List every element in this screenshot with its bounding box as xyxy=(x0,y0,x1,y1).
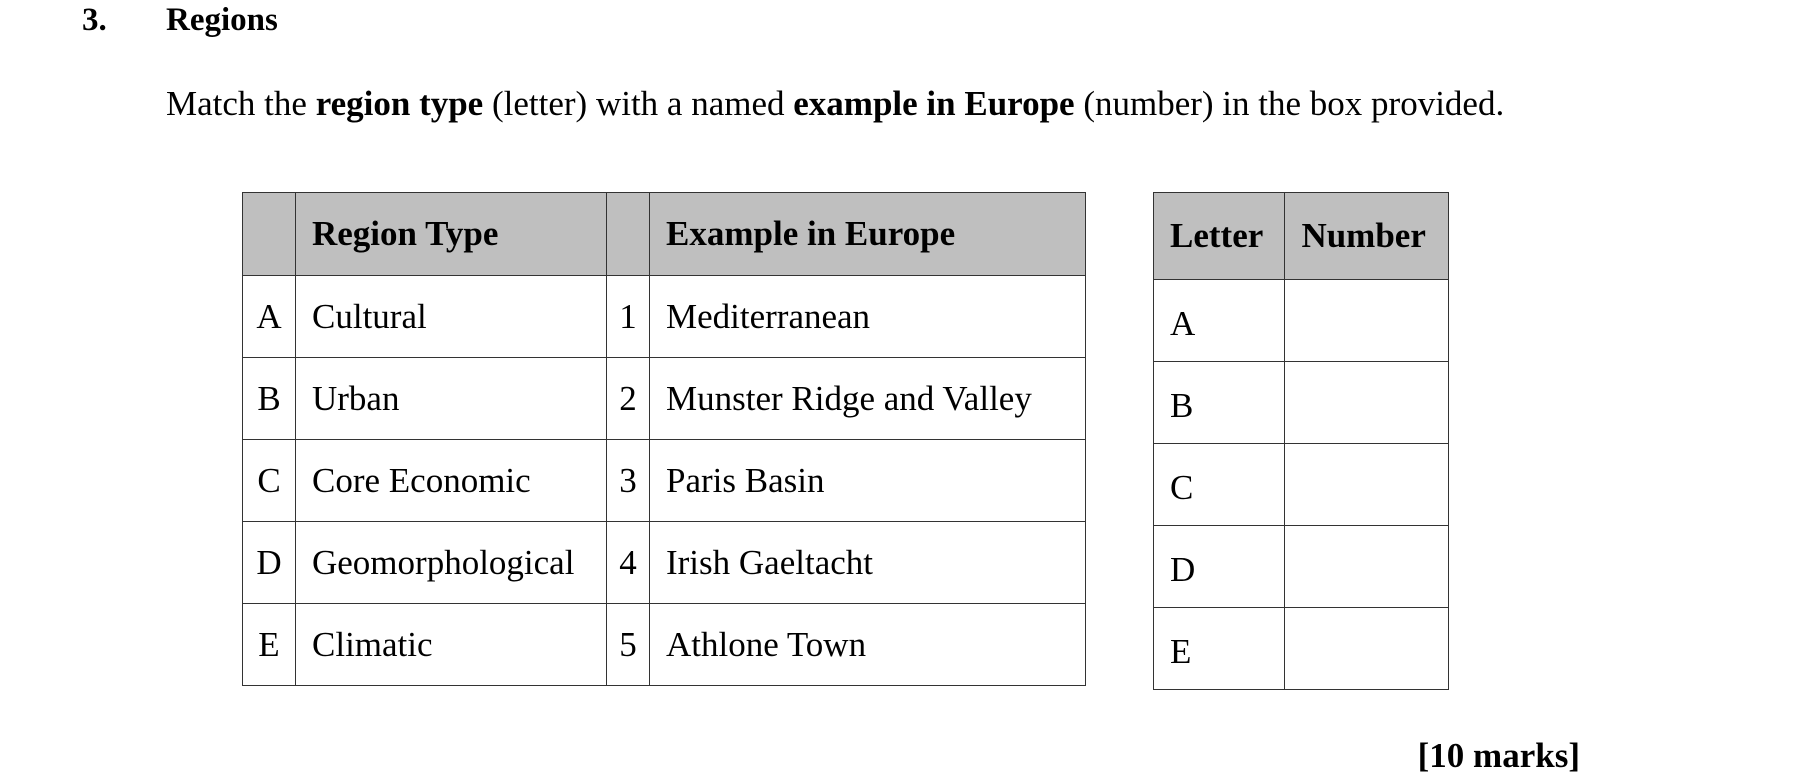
row-number: 2 xyxy=(607,358,650,440)
answer-row xyxy=(1154,608,1449,690)
row-letter: A xyxy=(243,276,296,358)
answer-table-header-row xyxy=(1154,193,1449,280)
row-letter: E xyxy=(243,604,296,686)
instruction-bold-example: example in Europe xyxy=(793,84,1075,123)
header-region-type: Region Type xyxy=(296,193,607,276)
answer-row xyxy=(1154,280,1449,362)
answer-letter: E xyxy=(1154,608,1285,690)
row-region-type: Urban xyxy=(296,358,607,440)
row-example: Munster Ridge and Valley xyxy=(650,358,1086,440)
instruction-text xyxy=(166,84,1504,124)
instruction-part-2: (letter) with a named xyxy=(483,84,794,123)
row-number: 1 xyxy=(607,276,650,358)
match-table-header-row xyxy=(243,193,1086,276)
row-letter: B xyxy=(243,358,296,440)
answer-letter: A xyxy=(1154,280,1285,362)
table-row xyxy=(243,522,1086,604)
row-example: Athlone Town xyxy=(650,604,1086,686)
answer-row xyxy=(1154,444,1449,526)
answer-letter: C xyxy=(1154,444,1285,526)
answer-row xyxy=(1154,526,1449,608)
row-letter: C xyxy=(243,440,296,522)
answer-header-letter: Letter xyxy=(1154,193,1285,280)
instruction-bold-region-type: region type xyxy=(315,84,484,123)
row-number: 3 xyxy=(607,440,650,522)
answer-letter: B xyxy=(1154,362,1285,444)
question-title: Regions xyxy=(166,2,278,38)
row-region-type: Core Economic xyxy=(296,440,607,522)
table-row xyxy=(243,358,1086,440)
row-region-type: Climatic xyxy=(296,604,607,686)
region-match-table xyxy=(242,192,1086,686)
answer-letter: D xyxy=(1154,526,1285,608)
answer-table xyxy=(1153,192,1449,690)
answer-number-box[interactable] xyxy=(1285,362,1449,444)
table-row xyxy=(243,604,1086,686)
row-letter: D xyxy=(243,522,296,604)
row-number: 4 xyxy=(607,522,650,604)
row-example: Paris Basin xyxy=(650,440,1086,522)
table-row xyxy=(243,440,1086,522)
answer-number-box[interactable] xyxy=(1285,444,1449,526)
instruction-part-3: (number) in the box provided. xyxy=(1074,84,1505,123)
header-example-in-europe: Example in Europe xyxy=(650,193,1086,276)
row-region-type: Geomorphological xyxy=(296,522,607,604)
answer-row xyxy=(1154,362,1449,444)
row-region-type: Cultural xyxy=(296,276,607,358)
instruction-part-1: Match the xyxy=(166,84,316,123)
table-row xyxy=(243,276,1086,358)
row-example: Irish Gaeltacht xyxy=(650,522,1086,604)
marks-label: [10 marks] xyxy=(1417,736,1580,775)
header-letter-cell xyxy=(243,193,296,276)
answer-number-box[interactable] xyxy=(1285,280,1449,362)
header-number-cell xyxy=(607,193,650,276)
answer-header-number: Number xyxy=(1285,193,1449,280)
row-number: 5 xyxy=(607,604,650,686)
answer-number-box[interactable] xyxy=(1285,526,1449,608)
row-example: Mediterranean xyxy=(650,276,1086,358)
question-number: 3. xyxy=(82,2,107,38)
answer-number-box[interactable] xyxy=(1285,608,1449,690)
